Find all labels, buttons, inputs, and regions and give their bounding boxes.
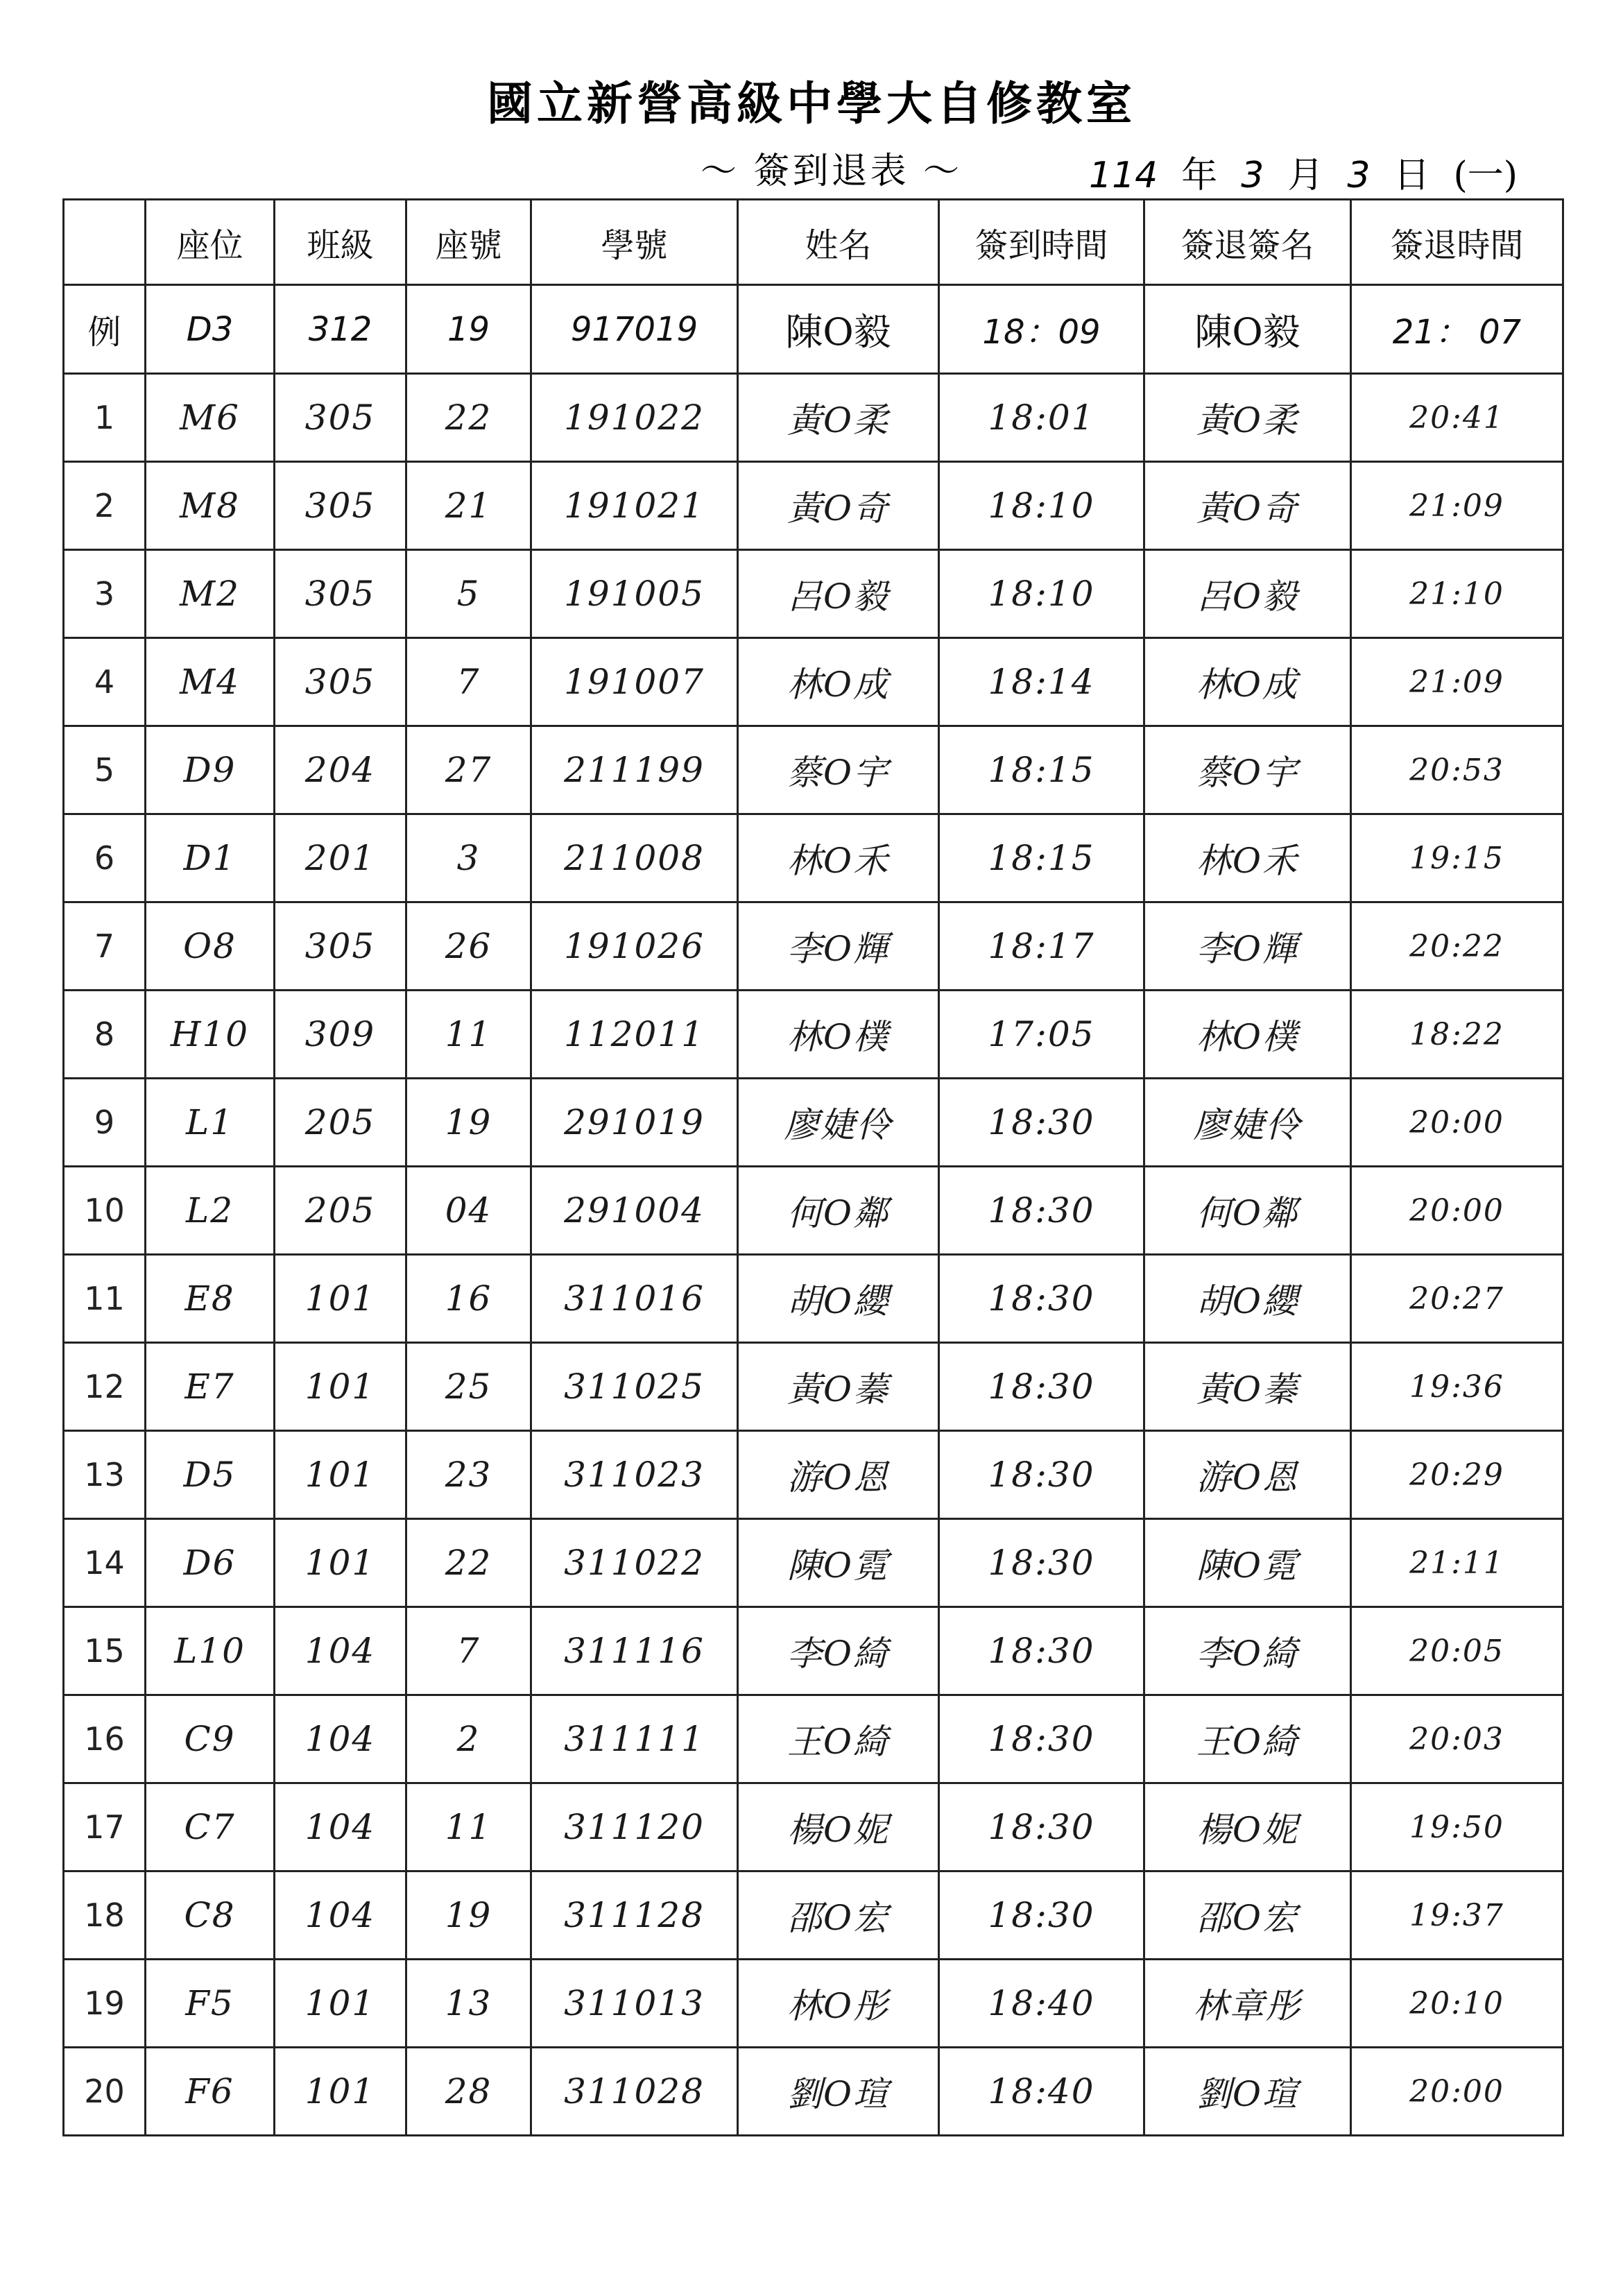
date-day-unit: 日 xyxy=(1393,155,1430,196)
row-checkin-time: 18:30 xyxy=(939,1519,1144,1607)
row-seat-no: 2 xyxy=(406,1695,531,1783)
example-checkout-time: 21： 07 xyxy=(1351,285,1563,374)
row-checkin-time: 18:17 xyxy=(939,902,1144,991)
row-index: 11 xyxy=(64,1255,146,1343)
row-student-id: 191022 xyxy=(531,374,738,462)
row-seat: M6 xyxy=(146,374,275,462)
row-seat-no: 22 xyxy=(406,374,531,462)
row-seat: C7 xyxy=(146,1783,275,1871)
row-index: 7 xyxy=(64,902,146,991)
row-index: 5 xyxy=(64,726,146,814)
row-seat-no: 3 xyxy=(406,814,531,902)
header-class: 班級 xyxy=(275,200,406,285)
row-student-id: 311116 xyxy=(531,1607,738,1695)
row-seat: M2 xyxy=(146,550,275,638)
row-index: 20 xyxy=(64,2048,146,2136)
table-row xyxy=(64,1783,1563,1871)
row-student-id: 311023 xyxy=(531,1431,738,1519)
header-checkin-time: 簽到時間 xyxy=(939,200,1144,285)
row-class: 101 xyxy=(275,1343,406,1431)
row-name: 游O恩 xyxy=(738,1431,939,1519)
row-checkout-time: 21:10 xyxy=(1351,550,1563,638)
row-checkout-signature: 黃O柔 xyxy=(1144,374,1351,462)
table-row xyxy=(64,1431,1563,1519)
row-checkin-time: 18:30 xyxy=(939,1607,1144,1695)
row-seat: H10 xyxy=(146,991,275,1079)
row-seat: E8 xyxy=(146,1255,275,1343)
table-row xyxy=(64,462,1563,550)
table-row xyxy=(64,1607,1563,1695)
row-checkout-time: 20:05 xyxy=(1351,1607,1563,1695)
date-year: 114 xyxy=(1089,155,1158,196)
row-name: 黃O蓁 xyxy=(738,1343,939,1431)
row-checkin-time: 18:30 xyxy=(939,1079,1144,1167)
row-seat-no: 16 xyxy=(406,1255,531,1343)
row-seat-no: 28 xyxy=(406,2048,531,2136)
date-line xyxy=(1089,146,1518,198)
row-checkin-time: 18:15 xyxy=(939,726,1144,814)
row-seat-no: 25 xyxy=(406,1343,531,1431)
row-checkout-signature: 陳O霓 xyxy=(1144,1519,1351,1607)
example-row xyxy=(64,285,1563,374)
row-class: 305 xyxy=(275,902,406,991)
row-checkin-time: 18:15 xyxy=(939,814,1144,902)
row-index: 13 xyxy=(64,1431,146,1519)
row-class: 101 xyxy=(275,1255,406,1343)
row-checkin-time: 17:05 xyxy=(939,991,1144,1079)
row-seat: F5 xyxy=(146,1960,275,2048)
row-name: 林O成 xyxy=(738,638,939,726)
row-checkin-time: 18:10 xyxy=(939,550,1144,638)
table-row xyxy=(64,902,1563,991)
row-class: 309 xyxy=(275,991,406,1079)
date-day: 3 xyxy=(1347,155,1371,196)
row-checkout-time: 20:27 xyxy=(1351,1255,1563,1343)
row-student-id: 211199 xyxy=(531,726,738,814)
row-class: 205 xyxy=(275,1079,406,1167)
row-checkout-signature: 劉O瑄 xyxy=(1144,2048,1351,2136)
row-seat-no: 26 xyxy=(406,902,531,991)
row-checkout-signature: 蔡O宇 xyxy=(1144,726,1351,814)
row-class: 205 xyxy=(275,1167,406,1255)
row-checkin-time: 18:10 xyxy=(939,462,1144,550)
row-student-id: 311111 xyxy=(531,1695,738,1783)
row-checkout-time: 19:36 xyxy=(1351,1343,1563,1431)
row-name: 劉O瑄 xyxy=(738,2048,939,2136)
row-name: 李O綺 xyxy=(738,1607,939,1695)
row-student-id: 311120 xyxy=(531,1783,738,1871)
row-seat: D6 xyxy=(146,1519,275,1607)
header-checkout-time: 簽退時間 xyxy=(1351,200,1563,285)
row-name: 黃O柔 xyxy=(738,374,939,462)
row-checkout-signature: 李O輝 xyxy=(1144,902,1351,991)
row-name: 黃O奇 xyxy=(738,462,939,550)
row-checkout-signature: 林章彤 xyxy=(1144,1960,1351,2048)
row-name: 何O鄰 xyxy=(738,1167,939,1255)
row-seat-no: 5 xyxy=(406,550,531,638)
row-index: 16 xyxy=(64,1695,146,1783)
table-row xyxy=(64,1343,1563,1431)
row-class: 101 xyxy=(275,1960,406,2048)
row-student-id: 191026 xyxy=(531,902,738,991)
row-seat: M4 xyxy=(146,638,275,726)
header-name: 姓名 xyxy=(738,200,939,285)
row-class: 104 xyxy=(275,1695,406,1783)
row-checkin-time: 18:01 xyxy=(939,374,1144,462)
row-name: 蔡O宇 xyxy=(738,726,939,814)
row-class: 305 xyxy=(275,550,406,638)
example-checkin-time: 18：09 xyxy=(939,285,1144,374)
row-class: 104 xyxy=(275,1783,406,1871)
row-checkin-time: 18:30 xyxy=(939,1783,1144,1871)
row-student-id: 211008 xyxy=(531,814,738,902)
row-seat-no: 04 xyxy=(406,1167,531,1255)
row-name: 邵O宏 xyxy=(738,1871,939,1960)
row-index: 6 xyxy=(64,814,146,902)
row-checkout-signature: 呂O毅 xyxy=(1144,550,1351,638)
row-checkout-time: 20:10 xyxy=(1351,1960,1563,2048)
row-checkin-time: 18:30 xyxy=(939,1343,1144,1431)
row-checkout-time: 20:00 xyxy=(1351,1079,1563,1167)
table-row xyxy=(64,814,1563,902)
row-student-id: 311128 xyxy=(531,1871,738,1960)
row-name: 廖婕伶 xyxy=(738,1079,939,1167)
row-name: 林O樸 xyxy=(738,991,939,1079)
date-weekday: (一) xyxy=(1453,155,1518,196)
row-index: 8 xyxy=(64,991,146,1079)
row-checkin-time: 18:30 xyxy=(939,1431,1144,1519)
row-name: 林O彤 xyxy=(738,1960,939,2048)
row-checkout-time: 19:50 xyxy=(1351,1783,1563,1871)
row-student-id: 311028 xyxy=(531,2048,738,2136)
row-index: 17 xyxy=(64,1783,146,1871)
example-label: 例 xyxy=(64,285,146,374)
row-name: 王O綺 xyxy=(738,1695,939,1783)
row-checkout-signature: 林O樸 xyxy=(1144,991,1351,1079)
example-class: 312 xyxy=(275,285,406,374)
row-checkout-signature: 邵O宏 xyxy=(1144,1871,1351,1960)
table-row xyxy=(64,1960,1563,2048)
form-subtitle: ～ 簽到退表 ～ xyxy=(701,151,963,192)
row-checkin-time: 18:14 xyxy=(939,638,1144,726)
form-title: 國立新營高級中學大自修教室 xyxy=(487,76,1136,130)
row-seat-no: 21 xyxy=(406,462,531,550)
row-seat: L10 xyxy=(146,1607,275,1695)
row-student-id: 191005 xyxy=(531,550,738,638)
row-student-id: 191021 xyxy=(531,462,738,550)
example-seat: D3 xyxy=(146,285,275,374)
table-row xyxy=(64,638,1563,726)
row-checkin-time: 18:40 xyxy=(939,2048,1144,2136)
example-name: 陳O毅 xyxy=(738,285,939,374)
row-checkin-time: 18:30 xyxy=(939,1255,1144,1343)
row-checkout-time: 21:09 xyxy=(1351,462,1563,550)
example-checkout-signature: 陳O毅 xyxy=(1144,285,1351,374)
row-checkout-signature: 林O成 xyxy=(1144,638,1351,726)
row-checkout-time: 19:37 xyxy=(1351,1871,1563,1960)
row-index: 1 xyxy=(64,374,146,462)
row-student-id: 112011 xyxy=(531,991,738,1079)
row-checkout-signature: 黃O蓁 xyxy=(1144,1343,1351,1431)
row-student-id: 311025 xyxy=(531,1343,738,1431)
row-class: 101 xyxy=(275,1431,406,1519)
row-seat-no: 7 xyxy=(406,638,531,726)
row-class: 104 xyxy=(275,1871,406,1960)
row-checkout-time: 20:00 xyxy=(1351,1167,1563,1255)
header-seat: 座位 xyxy=(146,200,275,285)
row-class: 101 xyxy=(275,1519,406,1607)
row-checkout-signature: 李O綺 xyxy=(1144,1607,1351,1695)
row-student-id: 311022 xyxy=(531,1519,738,1607)
row-seat: D1 xyxy=(146,814,275,902)
row-checkout-signature: 何O鄰 xyxy=(1144,1167,1351,1255)
table-row xyxy=(64,1695,1563,1783)
table-row xyxy=(64,1167,1563,1255)
row-class: 201 xyxy=(275,814,406,902)
date-month: 3 xyxy=(1241,155,1264,196)
row-student-id: 191007 xyxy=(531,638,738,726)
header-seat-no: 座號 xyxy=(406,200,531,285)
row-name: 胡O纓 xyxy=(738,1255,939,1343)
date-year-unit: 年 xyxy=(1181,155,1218,196)
row-seat: D5 xyxy=(146,1431,275,1519)
row-name: 楊O妮 xyxy=(738,1783,939,1871)
row-seat: E7 xyxy=(146,1343,275,1431)
row-seat: L2 xyxy=(146,1167,275,1255)
table-row xyxy=(64,1079,1563,1167)
row-seat-no: 22 xyxy=(406,1519,531,1607)
row-checkout-time: 20:03 xyxy=(1351,1695,1563,1783)
row-checkin-time: 18:30 xyxy=(939,1871,1144,1960)
row-index: 10 xyxy=(64,1167,146,1255)
row-checkout-signature: 楊O妮 xyxy=(1144,1783,1351,1871)
row-seat: C8 xyxy=(146,1871,275,1960)
row-seat-no: 11 xyxy=(406,1783,531,1871)
row-seat: D9 xyxy=(146,726,275,814)
header-index xyxy=(64,200,146,285)
row-seat: M8 xyxy=(146,462,275,550)
table-row xyxy=(64,1871,1563,1960)
row-seat-no: 7 xyxy=(406,1607,531,1695)
table-row xyxy=(64,1519,1563,1607)
date-month-unit: 月 xyxy=(1287,155,1324,196)
example-seat-no: 19 xyxy=(406,285,531,374)
table-row xyxy=(64,2048,1563,2136)
signin-table xyxy=(62,198,1564,2136)
row-student-id: 311013 xyxy=(531,1960,738,2048)
table-row xyxy=(64,550,1563,638)
row-checkout-signature: 胡O纓 xyxy=(1144,1255,1351,1343)
row-checkout-time: 20:22 xyxy=(1351,902,1563,991)
row-class: 305 xyxy=(275,638,406,726)
row-checkout-time: 20:53 xyxy=(1351,726,1563,814)
row-class: 305 xyxy=(275,462,406,550)
row-name: 林O禾 xyxy=(738,814,939,902)
row-index: 14 xyxy=(64,1519,146,1607)
row-seat-no: 23 xyxy=(406,1431,531,1519)
example-student-id: 917019 xyxy=(531,285,738,374)
header-row xyxy=(64,200,1563,285)
row-checkout-time: 20:29 xyxy=(1351,1431,1563,1519)
row-checkout-time: 21:09 xyxy=(1351,638,1563,726)
row-seat-no: 11 xyxy=(406,991,531,1079)
row-index: 2 xyxy=(64,462,146,550)
row-checkout-signature: 黃O奇 xyxy=(1144,462,1351,550)
row-seat-no: 19 xyxy=(406,1079,531,1167)
row-class: 204 xyxy=(275,726,406,814)
row-checkout-time: 18:22 xyxy=(1351,991,1563,1079)
row-class: 305 xyxy=(275,374,406,462)
row-index: 12 xyxy=(64,1343,146,1431)
row-checkout-time: 20:41 xyxy=(1351,374,1563,462)
row-checkout-signature: 游O恩 xyxy=(1144,1431,1351,1519)
header-student-id: 學號 xyxy=(531,200,738,285)
row-index: 15 xyxy=(64,1607,146,1695)
row-seat: C9 xyxy=(146,1695,275,1783)
row-seat: O8 xyxy=(146,902,275,991)
table-row xyxy=(64,991,1563,1079)
row-checkout-signature: 林O禾 xyxy=(1144,814,1351,902)
row-index: 18 xyxy=(64,1871,146,1960)
row-seat: L1 xyxy=(146,1079,275,1167)
row-checkin-time: 18:30 xyxy=(939,1167,1144,1255)
row-name: 陳O霓 xyxy=(738,1519,939,1607)
row-checkin-time: 18:30 xyxy=(939,1695,1144,1783)
row-checkout-time: 19:15 xyxy=(1351,814,1563,902)
row-checkin-time: 18:40 xyxy=(939,1960,1144,2048)
table-row xyxy=(64,1255,1563,1343)
row-index: 9 xyxy=(64,1079,146,1167)
row-seat-no: 13 xyxy=(406,1960,531,2048)
table-row xyxy=(64,374,1563,462)
row-seat: F6 xyxy=(146,2048,275,2136)
row-seat-no: 19 xyxy=(406,1871,531,1960)
row-checkout-signature: 王O綺 xyxy=(1144,1695,1351,1783)
row-class: 104 xyxy=(275,1607,406,1695)
row-student-id: 291019 xyxy=(531,1079,738,1167)
row-checkout-time: 21:11 xyxy=(1351,1519,1563,1607)
row-student-id: 291004 xyxy=(531,1167,738,1255)
row-student-id: 311016 xyxy=(531,1255,738,1343)
row-index: 4 xyxy=(64,638,146,726)
row-index: 3 xyxy=(64,550,146,638)
row-class: 101 xyxy=(275,2048,406,2136)
header-checkout-signature: 簽退簽名 xyxy=(1144,200,1351,285)
row-seat-no: 27 xyxy=(406,726,531,814)
row-checkout-time: 20:00 xyxy=(1351,2048,1563,2136)
row-name: 李O輝 xyxy=(738,902,939,991)
row-name: 呂O毅 xyxy=(738,550,939,638)
table-row xyxy=(64,726,1563,814)
row-index: 19 xyxy=(64,1960,146,2048)
row-checkout-signature: 廖婕伶 xyxy=(1144,1079,1351,1167)
